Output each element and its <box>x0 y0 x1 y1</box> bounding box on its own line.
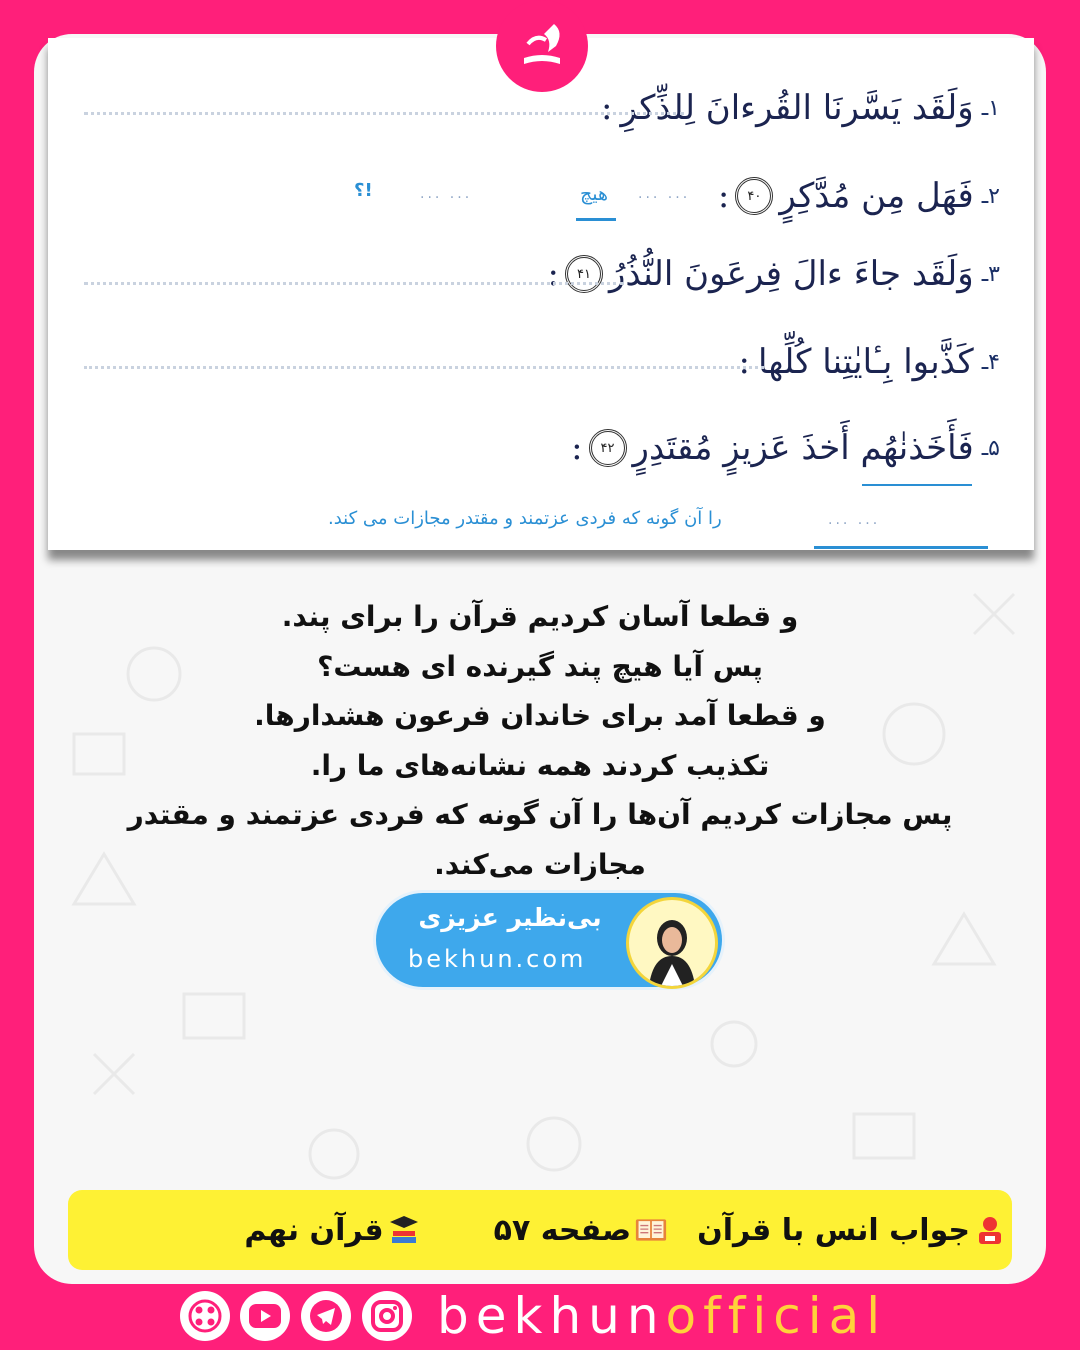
telegram-link[interactable] <box>301 1291 351 1341</box>
translation-line: پس آیا هیچ پند گیرنده ای هست؟ <box>317 649 763 683</box>
answer-line-1[interactable] <box>84 112 684 115</box>
answer-label: جواب انس با قرآن <box>697 1212 970 1248</box>
telegram-icon <box>309 1299 343 1333</box>
brand-part-2: official <box>665 1287 888 1345</box>
translation-line: و قطعا آسان کردیم قرآن را برای پند. <box>281 600 799 633</box>
teacher-icon <box>974 1214 1006 1246</box>
author-name: بی‌نظیر عزیزی <box>418 903 602 932</box>
verse-text: فَأَخَذنٰهُم أَخذَ عَزیزٍ مُقتَدِرٍ <box>632 428 974 468</box>
verse-underline <box>862 484 972 486</box>
answer-item <box>697 1213 1006 1248</box>
info-bar <box>68 1190 1012 1270</box>
partial-translation: را آن گونه که فردی عزتمند و مقتدر مجازات می کند. <box>328 508 722 529</box>
verse-end-marker: ۴۲ <box>589 429 627 467</box>
verse-number: ۴ـ <box>981 349 1000 375</box>
verse-number: ۲ـ <box>981 183 1000 209</box>
author-site[interactable]: bekhun.com <box>408 945 587 973</box>
filled-answer-word: هیچ <box>580 183 609 205</box>
open-book-icon <box>635 1214 667 1246</box>
youtube-icon <box>248 1303 282 1329</box>
instagram-icon <box>371 1300 403 1332</box>
answer-line-4[interactable] <box>84 366 764 369</box>
translation-line: پس مجازات کردیم آن‌ها را آن گونه که فردی عزتمند و مقتدر مجازات می‌کند. <box>127 798 953 881</box>
answer-dots: ... ... <box>638 186 691 202</box>
verse-colon: : <box>717 176 730 216</box>
logo-icon <box>510 14 574 78</box>
textbook-image <box>48 38 1034 550</box>
verse-number: ۱ـ <box>981 95 1000 121</box>
author-avatar <box>626 897 718 989</box>
verse-end-marker: ۴۱ <box>565 255 603 293</box>
verse-number: ۵ـ <box>981 435 1000 461</box>
translation-line: تکذیب کردند همه نشانه‌های ما را. <box>310 748 770 782</box>
question-mark: ؟! <box>354 180 373 201</box>
subject-label: قرآن نهم <box>244 1212 384 1248</box>
translation-block <box>80 592 1000 889</box>
aparat-link[interactable] <box>180 1291 230 1341</box>
brand-handle[interactable] <box>437 1287 887 1345</box>
verse-colon: : <box>738 342 750 382</box>
social-footer <box>180 1286 900 1346</box>
verse-row-3 <box>548 244 1000 304</box>
author-badge[interactable] <box>376 893 722 987</box>
youtube-link[interactable] <box>240 1291 290 1341</box>
translation-line: و قطعا آمد برای خاندان فرعون هشدارها. <box>254 699 826 732</box>
logo-badge[interactable] <box>496 0 588 92</box>
answer-dots: ... ... <box>828 512 881 528</box>
brand-part-1: bekhun <box>437 1287 666 1345</box>
verse-end-marker: ۴۰ <box>735 177 773 215</box>
verse-row-2 <box>718 166 1000 226</box>
verse-row-1 <box>601 78 1000 138</box>
verse-colon: : <box>571 428 583 468</box>
author-photo-icon <box>629 900 715 986</box>
graduation-books-icon <box>388 1214 420 1246</box>
subject-item <box>244 1213 419 1248</box>
verse-colon: : <box>601 88 613 128</box>
answer-line-3[interactable] <box>84 282 624 285</box>
verse-text: فَهَل مِن مُدَّکِرٍ <box>779 176 974 216</box>
answer-dots: ... ... <box>420 186 473 202</box>
verse-text: کَذَّبوا بِـٔایٰتِنا کُلِّها <box>757 342 974 382</box>
answer-underline <box>576 218 616 221</box>
answer-underline <box>814 546 988 549</box>
page-label: صفحه ۵۷ <box>493 1212 632 1248</box>
instagram-link[interactable] <box>362 1291 412 1341</box>
verse-number: ۳ـ <box>981 261 1000 287</box>
verse-text: وَلَقَد جاءَ ءالَ فِرعَونَ النُّذُرُ <box>608 254 974 294</box>
verse-text: وَلَقَد یَسَّرنَا القُرءانَ لِلذِّکرِ <box>620 88 974 128</box>
verse-row-4 <box>739 332 1000 392</box>
verse-row-5 <box>571 418 1000 478</box>
aparat-icon <box>188 1299 222 1333</box>
verse-colon: : <box>547 254 559 294</box>
page-item <box>494 1213 667 1248</box>
